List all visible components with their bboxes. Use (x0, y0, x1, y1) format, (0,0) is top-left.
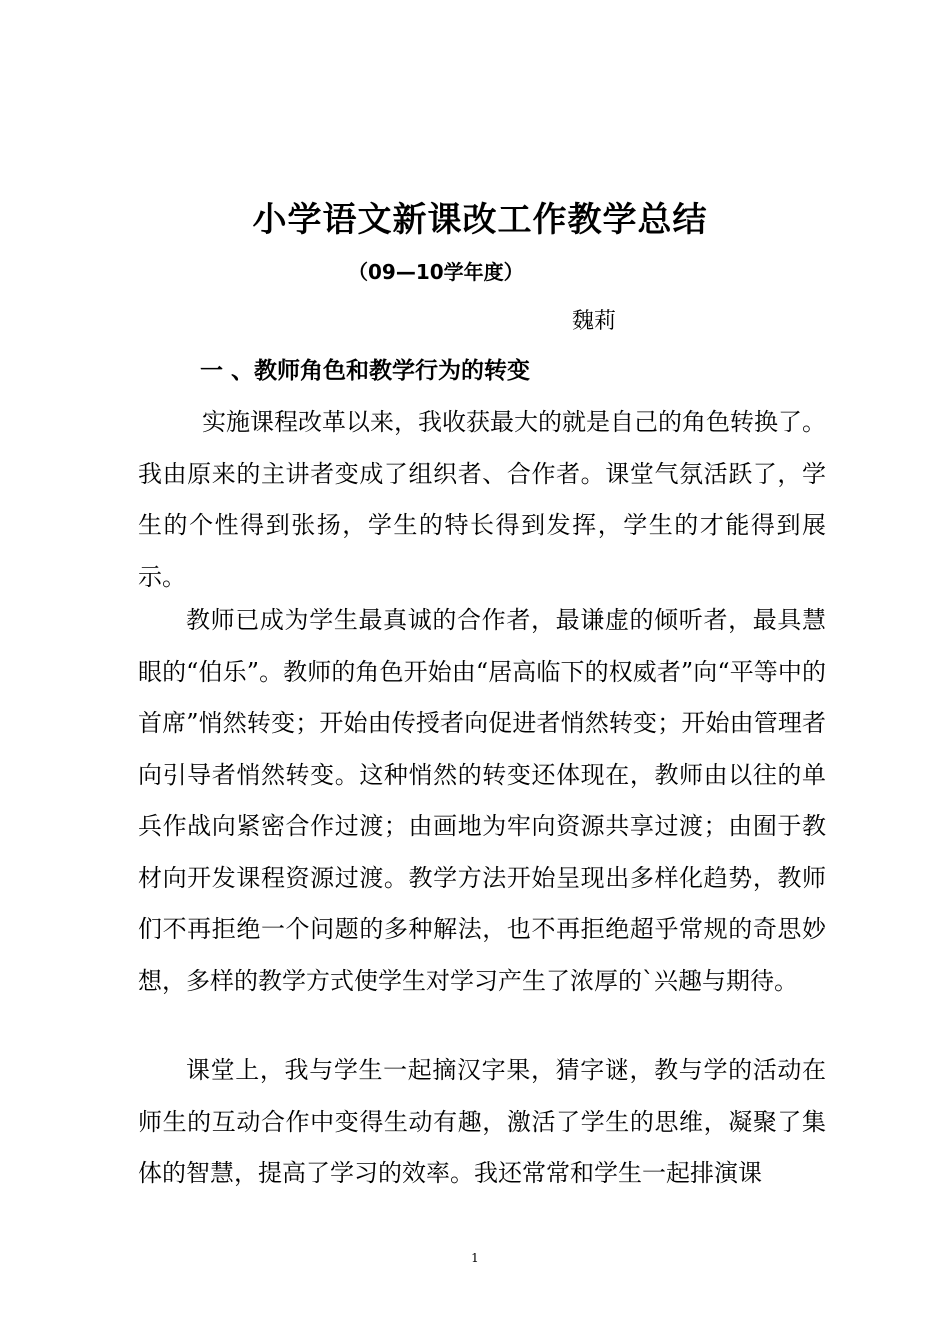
body-paragraph: 实施课程改革以来，我收获最大的就是自己的角色转换了。我由原来的主讲者变成了组织者、合作者。课堂气氛活跃了，学生的个性得到张扬，学生的特长得到发挥，学生的才能得到展示。 (138, 408, 826, 591)
body-paragraph: 教师已成为学生最真诚的合作者，最谦虚的倾听者，最具慧眼的“伯乐”。教师的角色开始由“居高临下的权威者”向“平等中的首席”悄然转变；开始由传授者向促进者悄然转变；开始由管理者向引导者悄然转变。这种悄然的转变还体现在，教师由以往的单兵作战向紧密合作过渡；由画地为牢向资源共享过渡；由囿于教材向开发课程资源过渡。教学方法开始呈现出多样化趋势，教师们不再拒绝一个问题的多种解法，也不再拒绝超乎常规的奇思妙想，多样的教学方式使学生对学习产生了浓厚的`兴趣与期待。 (138, 606, 826, 995)
page-number: 1 (471, 1251, 479, 1265)
author-name: 魏莉 (572, 309, 617, 334)
document-subtitle: （09—10学年度） (348, 260, 524, 284)
document-title: 小学语文新课改工作教学总结 (252, 200, 708, 240)
section-heading: 一 、教师角色和教学行为的转变 (200, 358, 531, 384)
body-paragraph: 课堂上，我与学生一起摘汉字果，猜字谜，教与学的活动在师生的互动合作中变得生动有趣，激活了学生的思维，凝聚了集体的智慧，提高了学习的效率。我还常常和学生一起排演课 (138, 1056, 826, 1187)
